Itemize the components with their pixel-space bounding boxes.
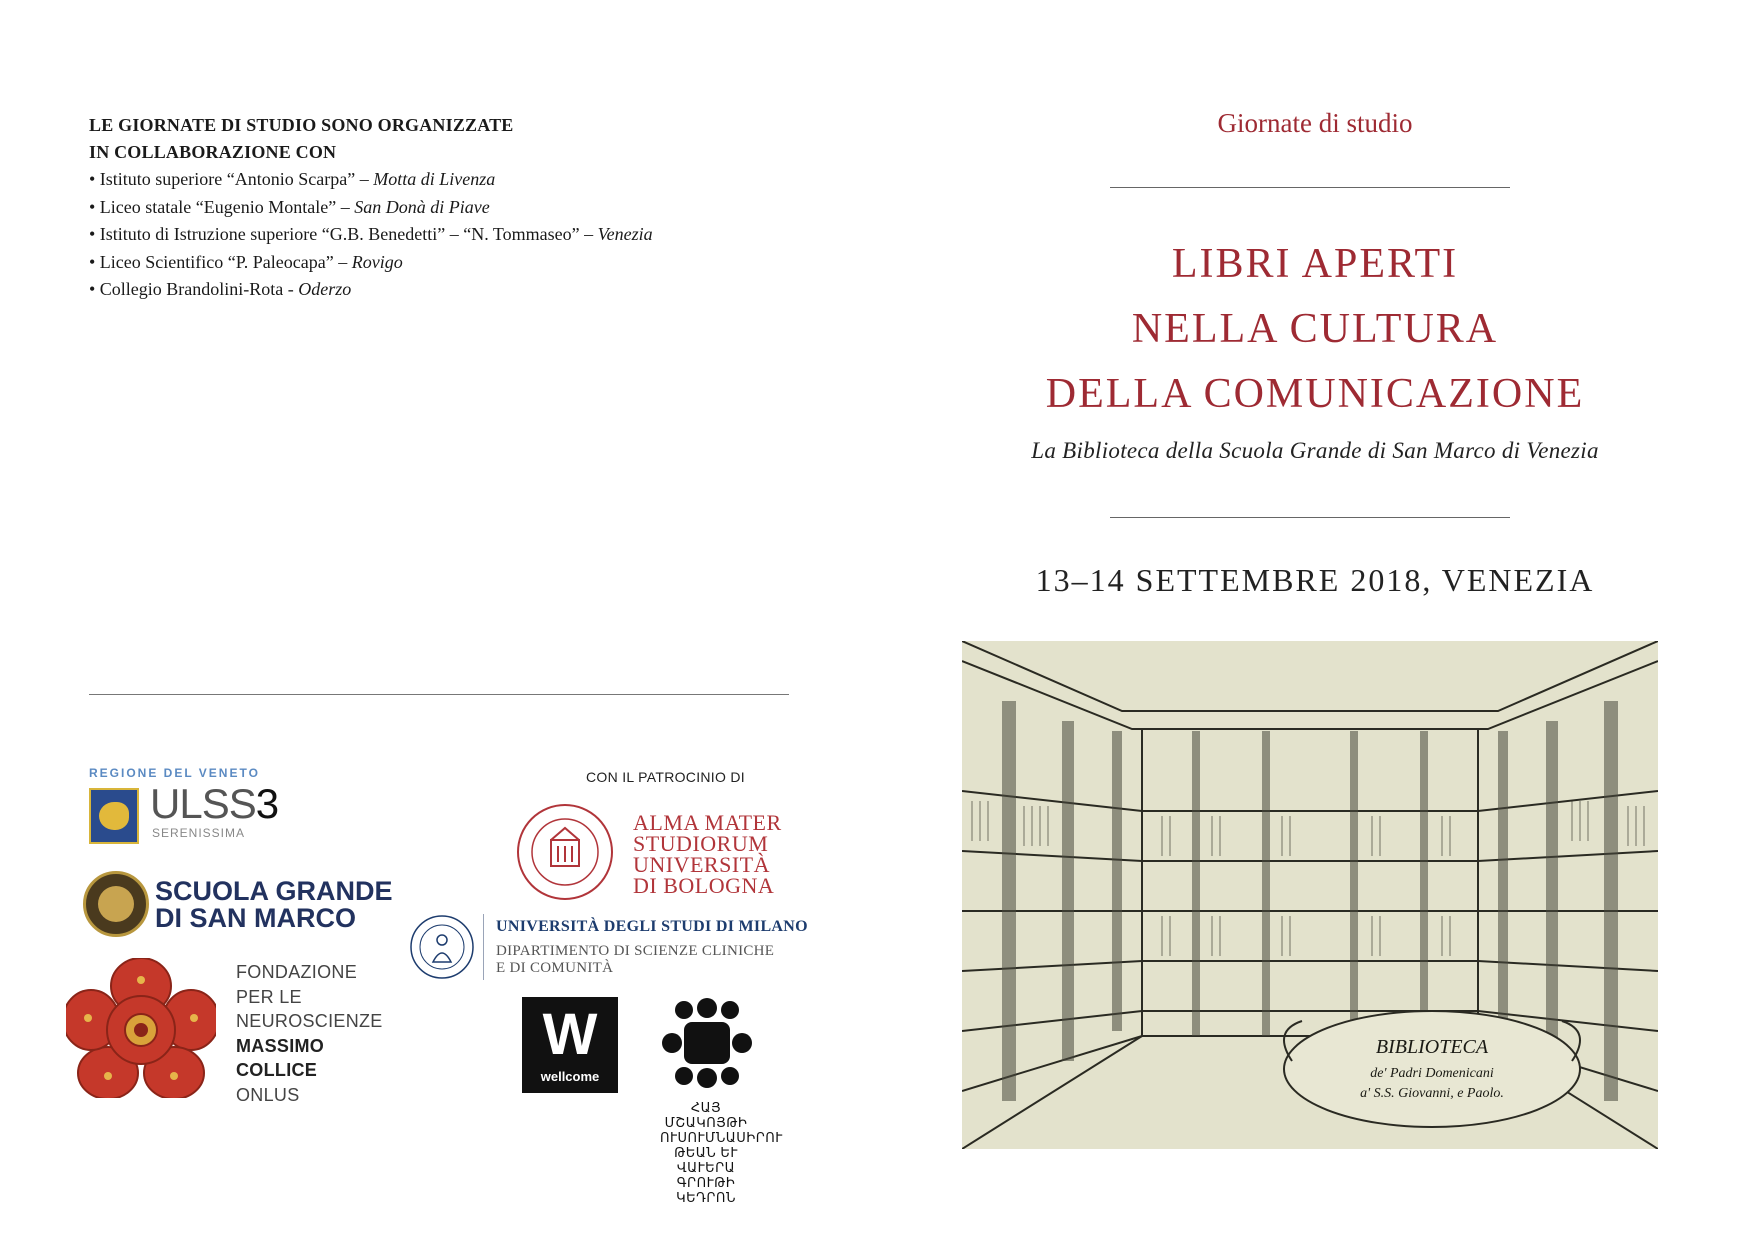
kicker: Giornate di studio	[1217, 108, 1413, 138]
list-item: • Istituto superiore “Antonio Scarpa” – Motta di Livenza	[89, 169, 496, 189]
san-marco-seal-icon	[83, 871, 149, 937]
cartouche-line: de' Padri Domenicani	[1370, 1066, 1494, 1081]
flower-emblem-icon	[66, 958, 216, 1098]
cartouche-line: a' S.S. Giovanni, e Paolo.	[1360, 1086, 1504, 1101]
cartouche-title: BIBLIOTECA	[1375, 1036, 1489, 1058]
library-engraving-image	[962, 641, 1658, 1149]
page-title: LIBRI APERTI NELLA CULTURA DELLA COMUNICAZIONE	[1045, 241, 1585, 417]
collaboration-heading: LE GIORNATE DI STUDIO SONO ORGANIZZATE IN COLLABORAZIONE CON	[89, 115, 514, 162]
unibo-logo-text: ALMA MATER STUDIORUM UNIVERSITÀ DI BOLOGNA	[633, 810, 782, 898]
divider	[1110, 187, 1510, 188]
armenian-centre-logo-icon	[662, 996, 752, 1090]
divider	[89, 694, 789, 695]
fondazione-text: FONDAZIONE PER LE NEUROSCIENZE MASSIMO COLLICE ONLUS	[236, 962, 383, 1105]
wellcome-logo: W wellcome	[522, 997, 618, 1093]
unimi-name: UNIVERSITÀ DEGLI STUDI DI MILANO	[496, 918, 808, 935]
regione-veneto-label: REGIONE DEL VENETO	[89, 766, 260, 780]
divider	[483, 914, 484, 980]
divider	[1110, 517, 1510, 518]
event-date: 13–14 SETTEMBRE 2018, VENEZIA	[1035, 562, 1595, 598]
unimi-department: DIPARTIMENTO DI SCIENZE CLINICHE E DI COMUNITÀ	[496, 943, 775, 976]
patrocinio-label: CON IL PATROCINIO DI	[586, 769, 745, 785]
armenian-centre-text: ՀԱՅ ՄՇԱԿՈՅԹԻ ՈՒՍՈՒՄՆԱՍԻՐՈՒ ԹԵԱՆ ԵՒ ՎԱՒԵՐԱ ԳՐՈՒԹԻ ԿԵԴՐՈՆ	[660, 1100, 783, 1205]
list-item: • Istituto di Istruzione superiore “G.B. Benedetti” – “N. Tommaseo” – Venezia	[89, 224, 653, 244]
lion-icon	[89, 788, 139, 844]
ulss-subtitle: SERENISSIMA	[152, 826, 246, 840]
collaborators-list	[89, 166, 653, 304]
list-item: • Collegio Brandolini-Rota - Oderzo	[89, 279, 352, 299]
unimi-seal-icon	[409, 914, 475, 980]
list-item: • Liceo Scientifico “P. Paleocapa” – Rovigo	[89, 251, 403, 272]
subtitle: La Biblioteca della Scuola Grande di San Marco di Venezia	[1031, 438, 1599, 463]
list-item: • Liceo statale “Eugenio Montale” – San Donà di Piave	[89, 196, 490, 217]
ulss-logo-text: ULSS3	[150, 780, 279, 827]
scuola-grande-logo-text: SCUOLA GRANDE DI SAN MARCO	[155, 876, 393, 933]
unibo-seal-icon	[515, 802, 615, 902]
